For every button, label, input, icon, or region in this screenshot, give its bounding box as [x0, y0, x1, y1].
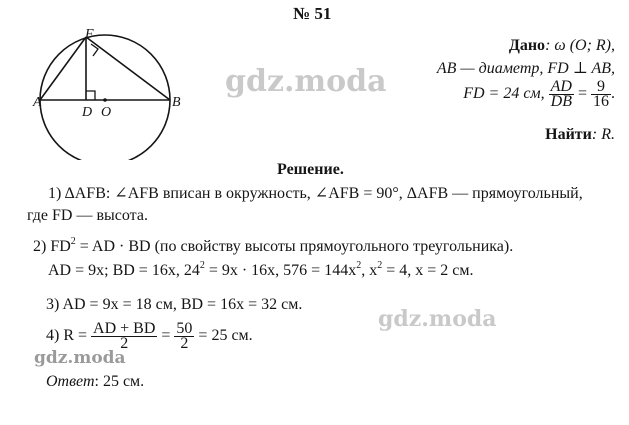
ratio-ad-db: $\frac{AD}{DB}$	[550, 78, 572, 110]
given-circle: : ω (O; R),	[545, 37, 615, 54]
answer-label: Ответ	[46, 373, 95, 390]
fraction-sum: $\frac{AD + BD}{2}$	[93, 320, 156, 352]
step-3: 3) AD = 9x = 18 см, BD = 16x = 32 см.	[46, 296, 303, 313]
find-label: Найти	[545, 126, 592, 143]
step-1-line-2: где FD — высота.	[27, 207, 148, 224]
find-value: : R.	[591, 126, 615, 143]
label-o: O	[101, 105, 112, 120]
segment-fb	[86, 37, 170, 100]
answer-value: : 25 см.	[94, 373, 145, 390]
label-b: B	[172, 95, 181, 110]
given-line-3: FD = 24 см, $\frac{AD}{DB}$ = $\frac{9}{16}$ .	[463, 78, 615, 110]
circle-omega	[40, 35, 170, 160]
center-point-o	[103, 98, 107, 102]
right-angle-mark-d	[86, 91, 95, 100]
given-label: Дано	[508, 37, 546, 54]
ratio-9-16: $\frac{9}{16}$	[593, 78, 609, 110]
label-a: A	[33, 95, 42, 110]
problem-number: № 51	[293, 4, 332, 23]
fraction-50-2: $\frac{50}{2}$	[176, 320, 193, 352]
label-d: D	[82, 105, 93, 120]
watermark-middle: gdz.moda	[378, 306, 497, 332]
watermark-bottom: gdz.moda	[34, 348, 126, 368]
circle-figure	[0, 0, 240, 160]
step-4: 4) R = $\frac{AD + BD}{2}$ = $\frac{50}{2}$ = 25 см.	[46, 320, 253, 352]
segment-af	[40, 37, 86, 100]
step-2-line-1: 2) $FD^2$ = AD · BD (по свойству высоты прямоугольного треугольника).	[33, 236, 514, 255]
answer-line	[46, 372, 144, 392]
label-f: F	[85, 27, 94, 42]
step-1-line-1: 1) ΔAFB: ∠AFB вписан в окружность, ∠AFB = 90°, ΔAFB — прямоугольный,	[48, 185, 583, 202]
step-2-line-2: AD = 9x; BD = 16x, $24^2 = 9x \cdot 16x$, $576 = 144x^2$, $x^2 = 4$, x = 2 см.	[48, 260, 474, 279]
watermark-top: gdz.moda	[225, 64, 387, 99]
given-fd: FD = 24 см,	[463, 85, 545, 103]
find-line	[545, 125, 615, 145]
given-line-1	[509, 36, 615, 56]
solution-heading: Решение.	[277, 161, 344, 178]
given-line-2: AB — диаметр, FD ⊥ AB,	[436, 60, 615, 77]
